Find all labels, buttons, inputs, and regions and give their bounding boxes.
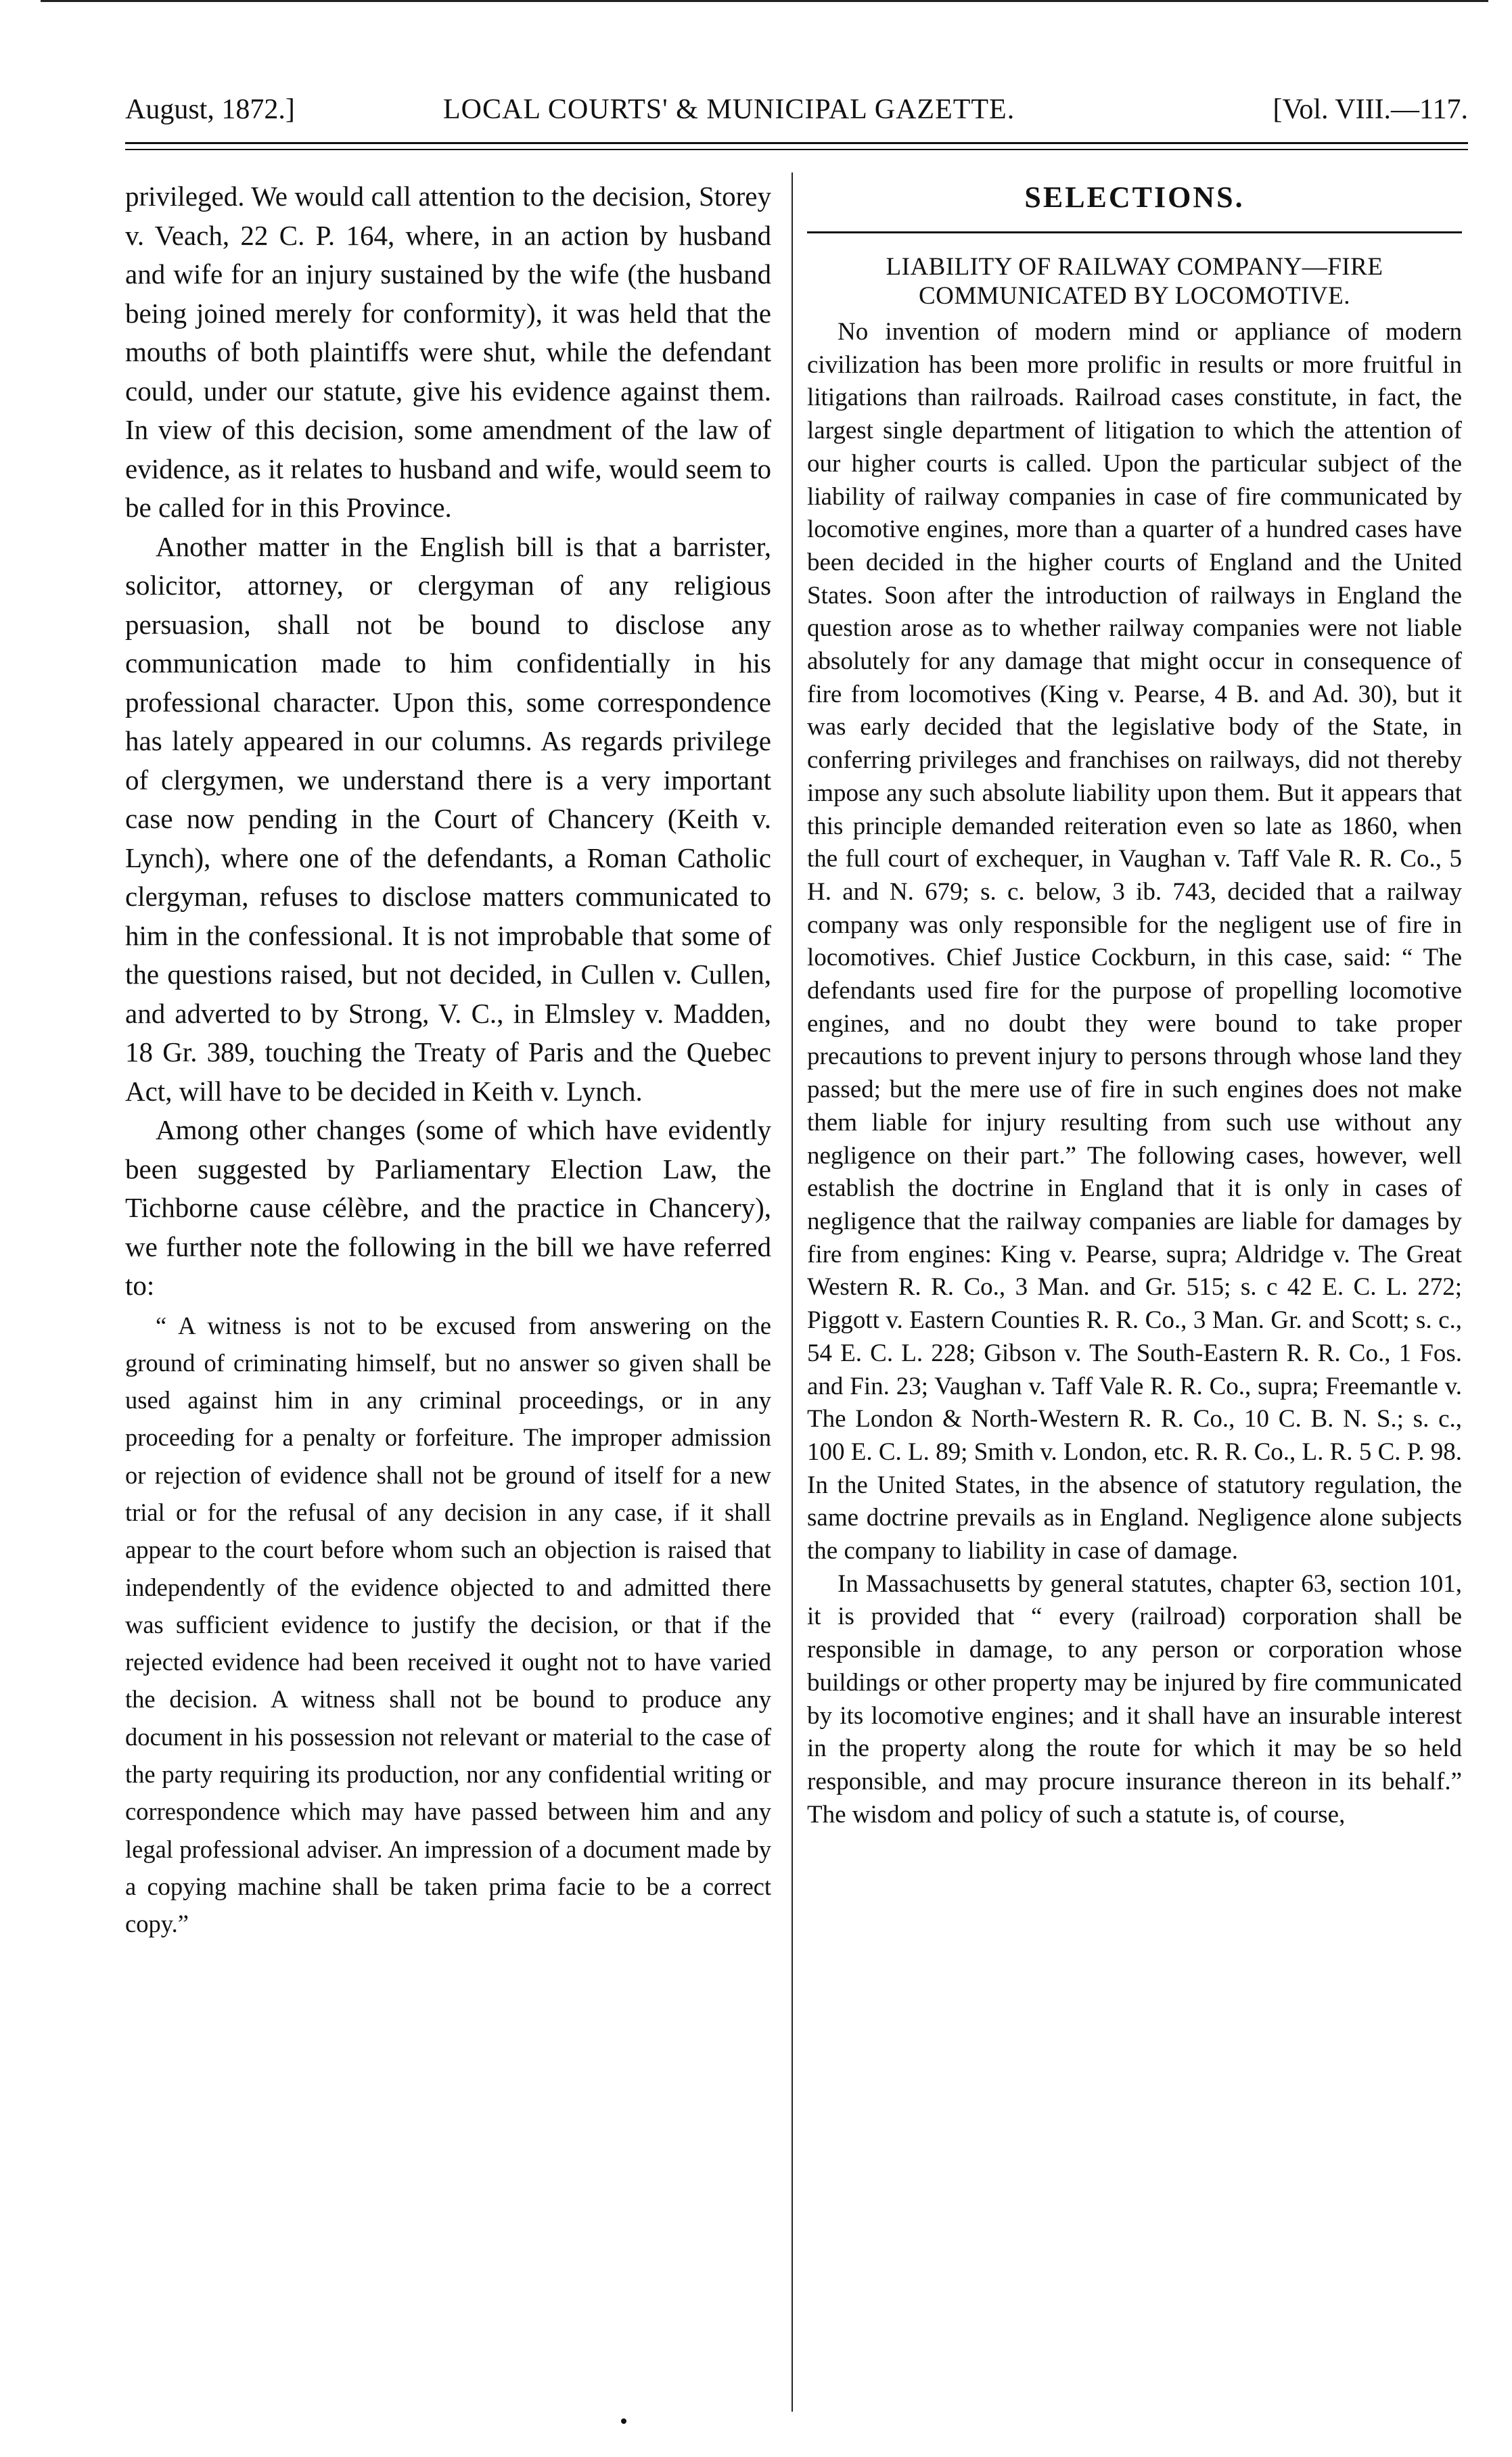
page-header	[125, 93, 1468, 134]
footer-dot	[621, 2418, 626, 2424]
article-title: LIABILITY OF RAILWAY COMPANY—FIRE COMMUNICATED BY LOCOMOTIVE.	[886, 253, 1383, 310]
header-title: LOCAL COURTS' & MUNICIPAL GAZETTE.	[443, 94, 1015, 125]
left-column	[125, 177, 771, 2410]
section-rule	[807, 231, 1462, 233]
right-column	[807, 177, 1462, 2410]
bill-quotation: “ A witness is not to be excused from answering on the ground of criminating himself, but no answer so given shall be used against him in any criminal proceedings, or in any proceeding for a penalty or forfeiture. The improper admission or rejection of evidence shall not be ground of itself for a new trial or for the refusal of any decision in any case, if it shall appear to the court before whom such an objection is raised that independently of the evidence objected to and admitted there was sufficient evidence to justify the decision, or that if the rejected evidence had been received it ought not to have varied the decision. A witness shall not be bound to produce any document in his possession not relevant or material to the case of the party requiring its production, nor any confidential writing or correspondence which may have passed between him and any legal professional adviser. An impression of a document made by a copying machine shall be taken prima facie to be a correct copy.”	[125, 1311, 771, 1938]
header-date: August, 1872.]	[125, 94, 295, 125]
top-border-line	[41, 0, 1488, 2]
column-divider	[792, 173, 793, 2412]
left-paragraph-2: Another matter in the English bill is that a barrister, solicitor, attorney, or clergyman of any religious persuasion, shall not be bound to disclose any communication made to him confidentially in his professional character. Upon this, some correspondence has lately appeared in our columns. As regards privilege of clergymen, we understand there is a very important case now pending in the Court of Chancery (Keith v. Lynch), where one of the defendants, a Roman Catholic clergyman, refuses to disclose matters communicated to him in the confessional. It is not improbable that some of the questions raised, but not decided, in Cullen v. Cullen, and adverted to by Strong, V. C., in Elmsley v. Madden, 18 Gr. 389, touching the Treaty of Paris and the Quebec Act, will have to be decided in Keith v. Lynch.	[125, 530, 771, 1107]
left-paragraph-1: privileged. We would call attention to the decision, Storey v. Veach, 22 C. P. 164, where, in an action by husband and wife for an injury sustained by the wife (the husband being joined merely for conformity), it was held that the mouths of both plaintiffs were shut, while the defendant could, under our statute, give his evidence against them. In view of this decision, some amendment of the law of evidence, as it relates to husband and wife, would seem to be called for in this Province.	[125, 181, 771, 523]
left-paragraph-3: Among other changes (some of which have evidently been suggested by Parliamentary Election Law, the Tichborne cause célèbre, and the practice in Chancery), we further note the following in the bill we have referred to:	[125, 1114, 771, 1301]
section-title: SELECTIONS.	[1024, 181, 1245, 214]
header-rule	[125, 142, 1468, 144]
right-paragraph-2: In Massachusetts by general statutes, chapter 63, section 101, it is provided that “ every (railroad) corporation shall be responsible in damage, to any person or corporation whose buildings or other property may be injured by fire communicated by its locomotive engines; and it shall have an insurable interest in the property along the route for which it may be so held responsible, and may procure insurance thereon in its behalf.” The wisdom and policy of such a statute is, of course,	[807, 1569, 1462, 1829]
right-paragraph-1: No invention of modern mind or appliance of modern civilization has been more prolific in results or more fruitful in litigations than railroads. Railroad cases constitute, in fact, the largest single department of litigation to which the attention of our higher courts is called. Upon the particular subject of the liability of railway companies in case of fire communicated by locomotive engines, more than a quarter of a hundred cases have been decided in the higher courts of England and the United States. Soon after the introduction of railways in England the question arose as to whether railway companies were not liable absolutely for any damage that might occur in consequence of fire from locomotives (King v. Pearse, 4 B. and Ad. 30), but it was early decided that the legislative body of the State, in conferring privileges and franchises on railways, did not thereby impose any such absolute liability upon them. But it appears that this principle demanded reiteration even so late as 1860, when the full court of exchequer, in Vaughan v. Taff Vale R. R. Co., 5 H. and N. 679; s. c. below, 3 ib. 743, decided that a railway company was only responsible for the negligent use of fire in locomotives. Chief Justice Cockburn, in this case, said: “ The defendants used fire for the purpose of propelling locomotive engines, and no doubt they were bound to take proper precautions to prevent injury to persons through whose land they passed; but the mere use of fire in such engines does not make them liable for injury resulting from such use without any negligence on their part.” The following cases, however, well establish the doctrine in England that it is only in cases of negligence that the railway companies are liable for damages by fire from engines: King v. Pearse, supra; Aldridge v. The Great Western R. R. Co., 3 Man. and Gr. 515; s. c 42 E. C. L. 272; Piggott v. Eastern Counties R. R. Co., 3 Man. Gr. and Scott; s. c., 54 E. C. L. 228; Gibson v. The South-Eastern R. R. Co., 1 Fos. and Fin. 23; Vaughan v. Taff Vale R. R. Co., supra; Freemantle v. The London & North-Western R. R. Co., 10 C. B. N. S.; s. c., 100 E. C. L. 89; Smith v. London, etc. R. R. Co., L. R. 5 C. P. 98. In the United States, in the absence of statutory regulation, the same doctrine prevails as in England. Negligence alone subjects the company to liability in case of damage.	[807, 318, 1462, 1565]
header-rule-thin	[125, 149, 1468, 150]
header-volume: [Vol. VIII.—117.	[1273, 94, 1468, 125]
